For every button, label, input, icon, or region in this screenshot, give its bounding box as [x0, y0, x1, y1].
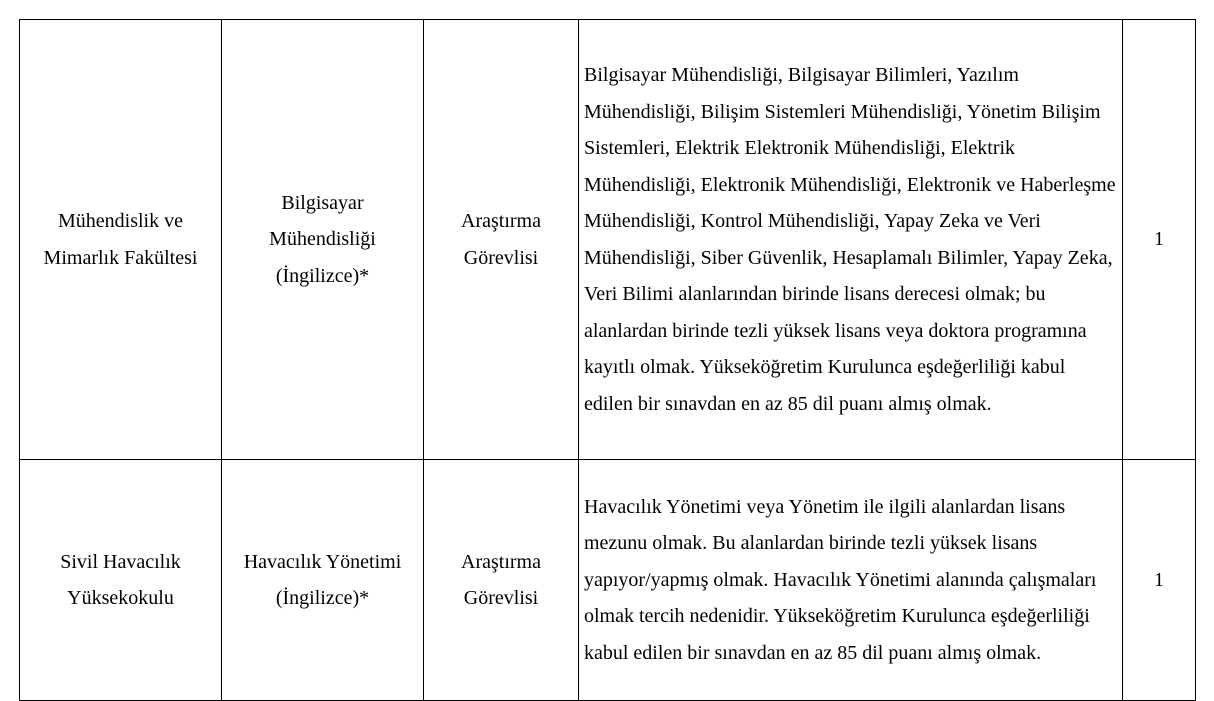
unit-cell: Sivil Havacılık Yüksekokulu	[20, 460, 222, 701]
requirements-cell: Havacılık Yönetimi veya Yönetim ile ilgili alanlardan lisans mezunu olmak. Bu alanlardan birinde tezli yüksek lisans yapıyor/yapmış olmak. Havacılık Yönetimi alanında çalışmaları olmak tercih nedenidir. Yükseköğretim Kurulunca eşdeğerliliği kabul edilen bir sınavdan en az 85 dil puanı almış olmak.	[579, 460, 1123, 701]
count-cell: 1	[1123, 20, 1196, 460]
table-row	[20, 460, 1196, 701]
department-cell: Havacılık Yönetimi (İngilizce)*	[222, 460, 424, 701]
position-cell: Araştırma Görevlisi	[424, 460, 579, 701]
requirements-cell: Bilgisayar Mühendisliği, Bilgisayar Bilimleri, Yazılım Mühendisliği, Bilişim Sistemleri Mühendisliği, Yönetim Bilişim Sistemleri, Elektrik Elektronik Mühendisliği, Elektrik Mühendisliği, Elektronik Mühendisliği, Elektronik ve Haberleşme Mühendisliği, Kontrol Mühendisliği, Yapay Zeka ve Veri Mühendisliği, Siber Güvenlik, Hesaplamalı Bilimler, Yapay Zeka, Veri Bilimi alanlarından birinde lisans derecesi olmak; bu alanlardan birinde tezli yüksek lisans veya doktora programına kayıtlı olmak. Yükseköğretim Kurulunca eşdeğerliliği kabul edilen bir sınavdan en az 85 dil puanı almış olmak.	[579, 20, 1123, 460]
table-row	[20, 20, 1196, 460]
department-cell: Bilgisayar Mühendisliği (İngilizce)*	[222, 20, 424, 460]
unit-cell: Mühendislik ve Mimarlık Fakültesi	[20, 20, 222, 460]
count-cell: 1	[1123, 460, 1196, 701]
positions-table	[19, 19, 1196, 701]
position-cell: Araştırma Görevlisi	[424, 20, 579, 460]
